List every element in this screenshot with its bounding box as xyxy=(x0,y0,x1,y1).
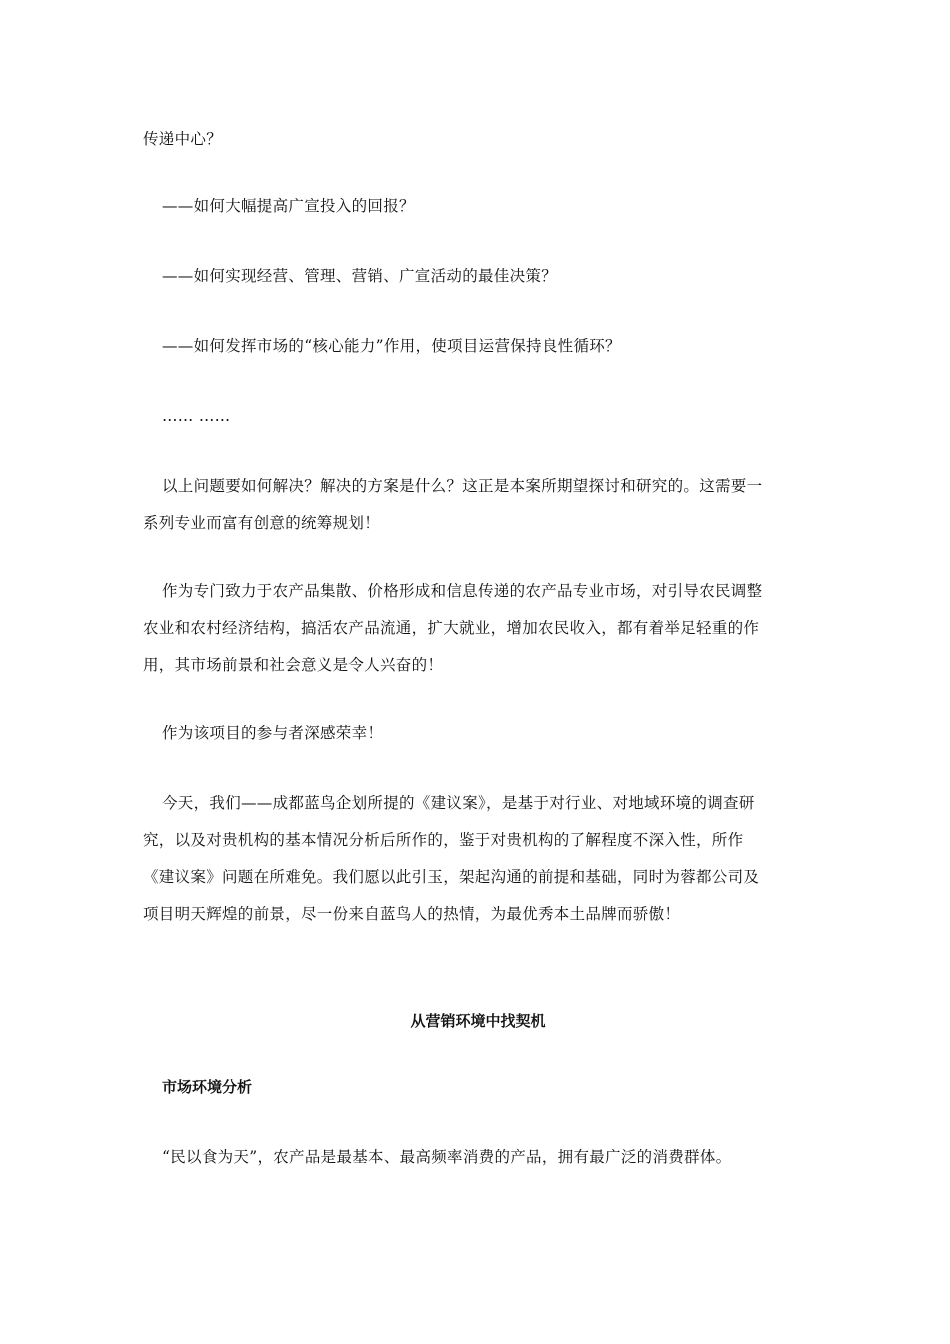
question-line: ——如何大幅提高广宣投入的回报？ xyxy=(162,197,415,215)
subsection-title: 市场环境分析 xyxy=(162,1078,253,1096)
paragraph-line: 以上问题要如何解决？解决的方案是什么？这正是本案所期望探讨和研究的。这需要一 xyxy=(162,477,763,495)
paragraph-line: 作为该项目的参与者深感荣幸！ xyxy=(162,724,384,742)
question-line: ——如何发挥市场的“核心能力”作用，使项目运营保持良性循环？ xyxy=(162,337,621,355)
paragraph-line: 农业和农村经济结构，搞活农产品流通，扩大就业，增加农民收入，都有着举足轻重的作 xyxy=(143,619,760,637)
paragraph-line: 传递中心？ xyxy=(143,130,223,148)
paragraph-line: “民以食为天”，农产品是最基本、最高频率消费的产品，拥有最广泛的消费群体。 xyxy=(162,1148,732,1166)
paragraph-line: 用，其市场前景和社会意义是令人兴奋的！ xyxy=(143,656,444,674)
paragraph-line: 今天，我们——成都蓝鸟企划所提的《建议案》，是基于对行业、对地域环境的调查研 xyxy=(162,794,755,812)
ellipsis-line: …… …… xyxy=(162,407,231,425)
question-line: ——如何实现经营、管理、营销、广宣活动的最佳决策？ xyxy=(162,267,558,285)
paragraph-line: 项目明天辉煌的前景，尽一份来自蓝鸟人的热情，为最优秀本土品牌而骄傲！ xyxy=(143,905,681,923)
paragraph-line: 作为专门致力于农产品集散、价格形成和信息传递的农产品专业市场，对引导农民调整 xyxy=(162,582,763,600)
paragraph-line: 《建议案》问题在所难免。我们愿以此引玉，架起沟通的前提和基础，同时为蓉都公司及 xyxy=(143,868,760,886)
paragraph-line: 究，以及对贵机构的基本情况分析后所作的，鉴于对贵机构的了解程度不深入性，所作 xyxy=(143,831,744,849)
section-title: 从营销环境中找契机 xyxy=(410,1012,546,1030)
paragraph-line: 系列专业而富有创意的统筹规划！ xyxy=(143,514,381,532)
